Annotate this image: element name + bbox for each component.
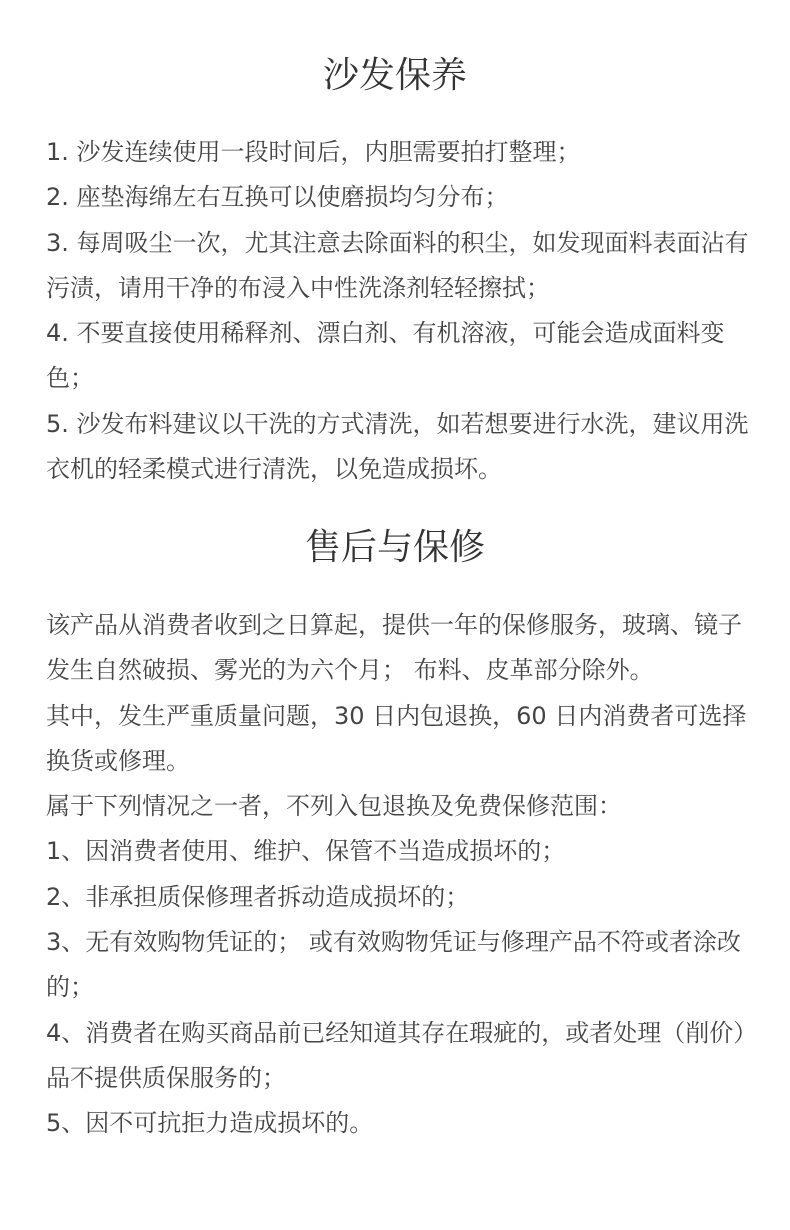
care-item-4: 4. 不要直接使用稀释剂、漂白剂、有机溶液，可能会造成面料变色；: [46, 319, 725, 393]
warranty-exclusion-item: 2、非承担质保修理者拆动造成损坏的；: [46, 882, 470, 911]
warranty-text: [46, 603, 760, 1147]
warranty-exclusion-intro: 属于下列情况之一者，不列入包退换及免费保修范围：: [46, 792, 622, 821]
warranty-exclusion-item: 5、因不可抗拒力造成损坏的。: [46, 1109, 374, 1138]
section-title-sofa-care: 沙发保养: [322, 55, 467, 96]
care-item-3: 3. 每周吸尘一次，尤其注意去除面料的积尘，如发现面料表面沾有污渍，请用干净的布浸入中性洗涤剂轻轻擦拭；: [46, 228, 749, 302]
section-title-after-sales-warranty: 售后与保修: [304, 527, 485, 568]
warranty-exclusion-item: 3、无有效购物凭证的； 或有效购物凭证与修理产品不符或者涂改的；: [46, 928, 741, 1002]
warranty-exclusion-item: 4、消费者在购买商品前已经知道其存在瑕疵的，或者处理（削价）品不提供质保服务的；: [46, 1018, 758, 1092]
care-item-2: 2. 座垫海绵左右互换可以使磨损均匀分布；: [46, 183, 509, 212]
sofa-care-list: [46, 130, 760, 492]
warranty-paragraph: 其中，发生严重质量问题，30 日内包退换，60 日内消费者可选择换货或修理。: [46, 701, 747, 775]
care-item-5: 5. 沙发布料建议以干洗的方式清洗，如若想要进行水洗，建议用洗衣机的轻柔模式进行清洗，以免造成损坏。: [46, 409, 749, 484]
warranty-exclusion-item: 1、因消费者使用、维护、保管不当造成损坏的；: [46, 837, 566, 866]
care-item-1: 1. 沙发连续使用一段时间后，内胆需要拍打整理；: [46, 138, 581, 166]
warranty-paragraph: 该产品从消费者收到之日算起，提供一年的保修服务，玻璃、镜子发生自然破损、雾光的为六个月； 布料、皮革部分除外。: [46, 611, 742, 685]
